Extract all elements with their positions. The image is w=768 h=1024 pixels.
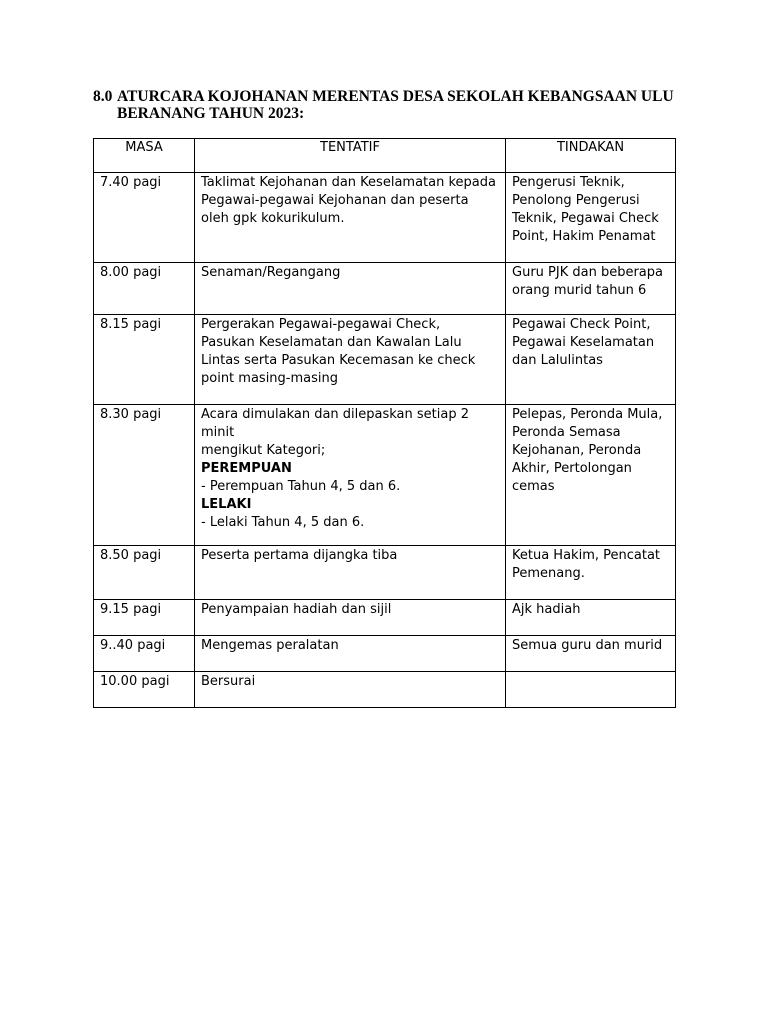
- tindakan-line: Semua guru dan murid: [512, 638, 663, 653]
- cell-tentatif: [195, 636, 506, 672]
- cell-masa: [94, 636, 195, 672]
- tentatif-line: mengikut Kategori;: [201, 443, 326, 458]
- schedule-table: [93, 138, 676, 708]
- masa-text: 8.30 pagi: [100, 407, 162, 422]
- tentatif-line: Lintas serta Pasukan Kecemasan ke check: [201, 353, 476, 368]
- masa-text: 8.15 pagi: [100, 317, 162, 332]
- table-row: [94, 600, 676, 636]
- category-perempuan: PEREMPUAN: [201, 461, 292, 476]
- cell-masa: [94, 672, 195, 708]
- heading-line-2: BERANANG TAHUN 2023:: [117, 105, 305, 122]
- tindakan-line: Pelepas, Peronda Mula,: [512, 407, 663, 422]
- tindakan-line: Point, Hakim Penamat: [512, 229, 656, 244]
- tentatif-line: Taklimat Kejohanan dan Keselamatan kepada: [201, 175, 496, 190]
- cell-tindakan: [506, 600, 676, 636]
- header-tentatif: TENTATIF: [195, 139, 506, 173]
- tindakan-line: dan Lalulintas: [512, 353, 603, 368]
- tentatif-line: Pasukan Keselamatan dan Kawalan Lalu: [201, 335, 462, 350]
- cell-masa: [94, 173, 195, 263]
- heading-line-1: ATURCARA KOJOHANAN MERENTAS DESA SEKOLAH KEBANGSAAN ULU: [117, 88, 674, 105]
- tindakan-line: Teknik, Pegawai Check: [512, 211, 659, 226]
- tindakan-line: Guru PJK dan beberapa: [512, 265, 663, 280]
- cell-tindakan: [506, 546, 676, 600]
- document-heading: [93, 88, 693, 122]
- tindakan-line: Pegawai Check Point,: [512, 317, 651, 332]
- cell-masa: [94, 263, 195, 315]
- tentatif-line: point masing-masing: [201, 371, 338, 386]
- tindakan-line: Ajk hadiah: [512, 602, 581, 617]
- table-row: [94, 546, 676, 600]
- tentatif-line: Pergerakan Pegawai-pegawai Check,: [201, 317, 441, 332]
- masa-text: 8.50 pagi: [100, 548, 162, 563]
- masa-text: 8.00 pagi: [100, 265, 162, 280]
- tindakan-line: Kejohanan, Peronda: [512, 443, 642, 458]
- masa-text: 9.15 pagi: [100, 602, 162, 617]
- masa-text: 7.40 pagi: [100, 175, 162, 190]
- masa-text: 10.00 pagi: [100, 674, 170, 689]
- table-row: [94, 636, 676, 672]
- header-masa: MASA: [94, 139, 195, 173]
- tentatif-line: - Perempuan Tahun 4, 5 dan 6.: [201, 479, 401, 494]
- tindakan-line: Pengerusi Teknik,: [512, 175, 625, 190]
- table-row: [94, 315, 676, 405]
- tindakan-line: Penolong Pengerusi: [512, 193, 640, 208]
- header-tindakan: TINDAKAN: [506, 139, 676, 173]
- table-row: [94, 173, 676, 263]
- heading-number: 8.0: [93, 88, 113, 105]
- tindakan-line: Pemenang.: [512, 566, 585, 581]
- tindakan-line: Peronda Semasa: [512, 425, 621, 440]
- cell-tentatif: [195, 173, 506, 263]
- tindakan-line: Akhir, Pertolongan: [512, 461, 632, 476]
- cell-masa: [94, 315, 195, 405]
- tindakan-line: Pegawai Keselamatan: [512, 335, 655, 350]
- cell-tindakan: [506, 315, 676, 405]
- cell-masa: [94, 405, 195, 546]
- cell-tindakan: [506, 173, 676, 263]
- tentatif-line: oleh gpk kokurikulum.: [201, 211, 345, 226]
- cell-masa: [94, 600, 195, 636]
- cell-tentatif: [195, 672, 506, 708]
- cell-tentatif: [195, 405, 506, 546]
- tentatif-line: Bersurai: [201, 674, 256, 689]
- tentatif-line: Acara dimulakan dan dilepaskan setiap 2 minit: [201, 407, 469, 440]
- cell-tindakan: [506, 263, 676, 315]
- cell-tentatif: [195, 263, 506, 315]
- tentatif-line: Peserta pertama dijangka tiba: [201, 548, 398, 563]
- tentatif-line: - Lelaki Tahun 4, 5 dan 6.: [201, 515, 365, 530]
- tindakan-line: cemas: [512, 479, 555, 494]
- masa-text: 9..40 pagi: [100, 638, 166, 653]
- cell-tindakan: [506, 636, 676, 672]
- table-row: [94, 405, 676, 546]
- cell-tentatif: [195, 546, 506, 600]
- table-header-row: [94, 139, 676, 173]
- table-row: [94, 672, 676, 708]
- tentatif-line: Penyampaian hadiah dan sijil: [201, 602, 392, 617]
- tentatif-line: Senaman/Regangang: [201, 265, 341, 280]
- tentatif-line: Pegawai-pegawai Kejohanan dan peserta: [201, 193, 469, 208]
- cell-tentatif: [195, 600, 506, 636]
- cell-masa: [94, 546, 195, 600]
- tindakan-line: Ketua Hakim, Pencatat: [512, 548, 661, 563]
- cell-tentatif: [195, 315, 506, 405]
- table-row: [94, 263, 676, 315]
- cell-tindakan: [506, 672, 676, 708]
- cell-tindakan: [506, 405, 676, 546]
- tindakan-line: orang murid tahun 6: [512, 283, 647, 298]
- tentatif-line: Mengemas peralatan: [201, 638, 339, 653]
- category-lelaki: LELAKI: [201, 497, 252, 512]
